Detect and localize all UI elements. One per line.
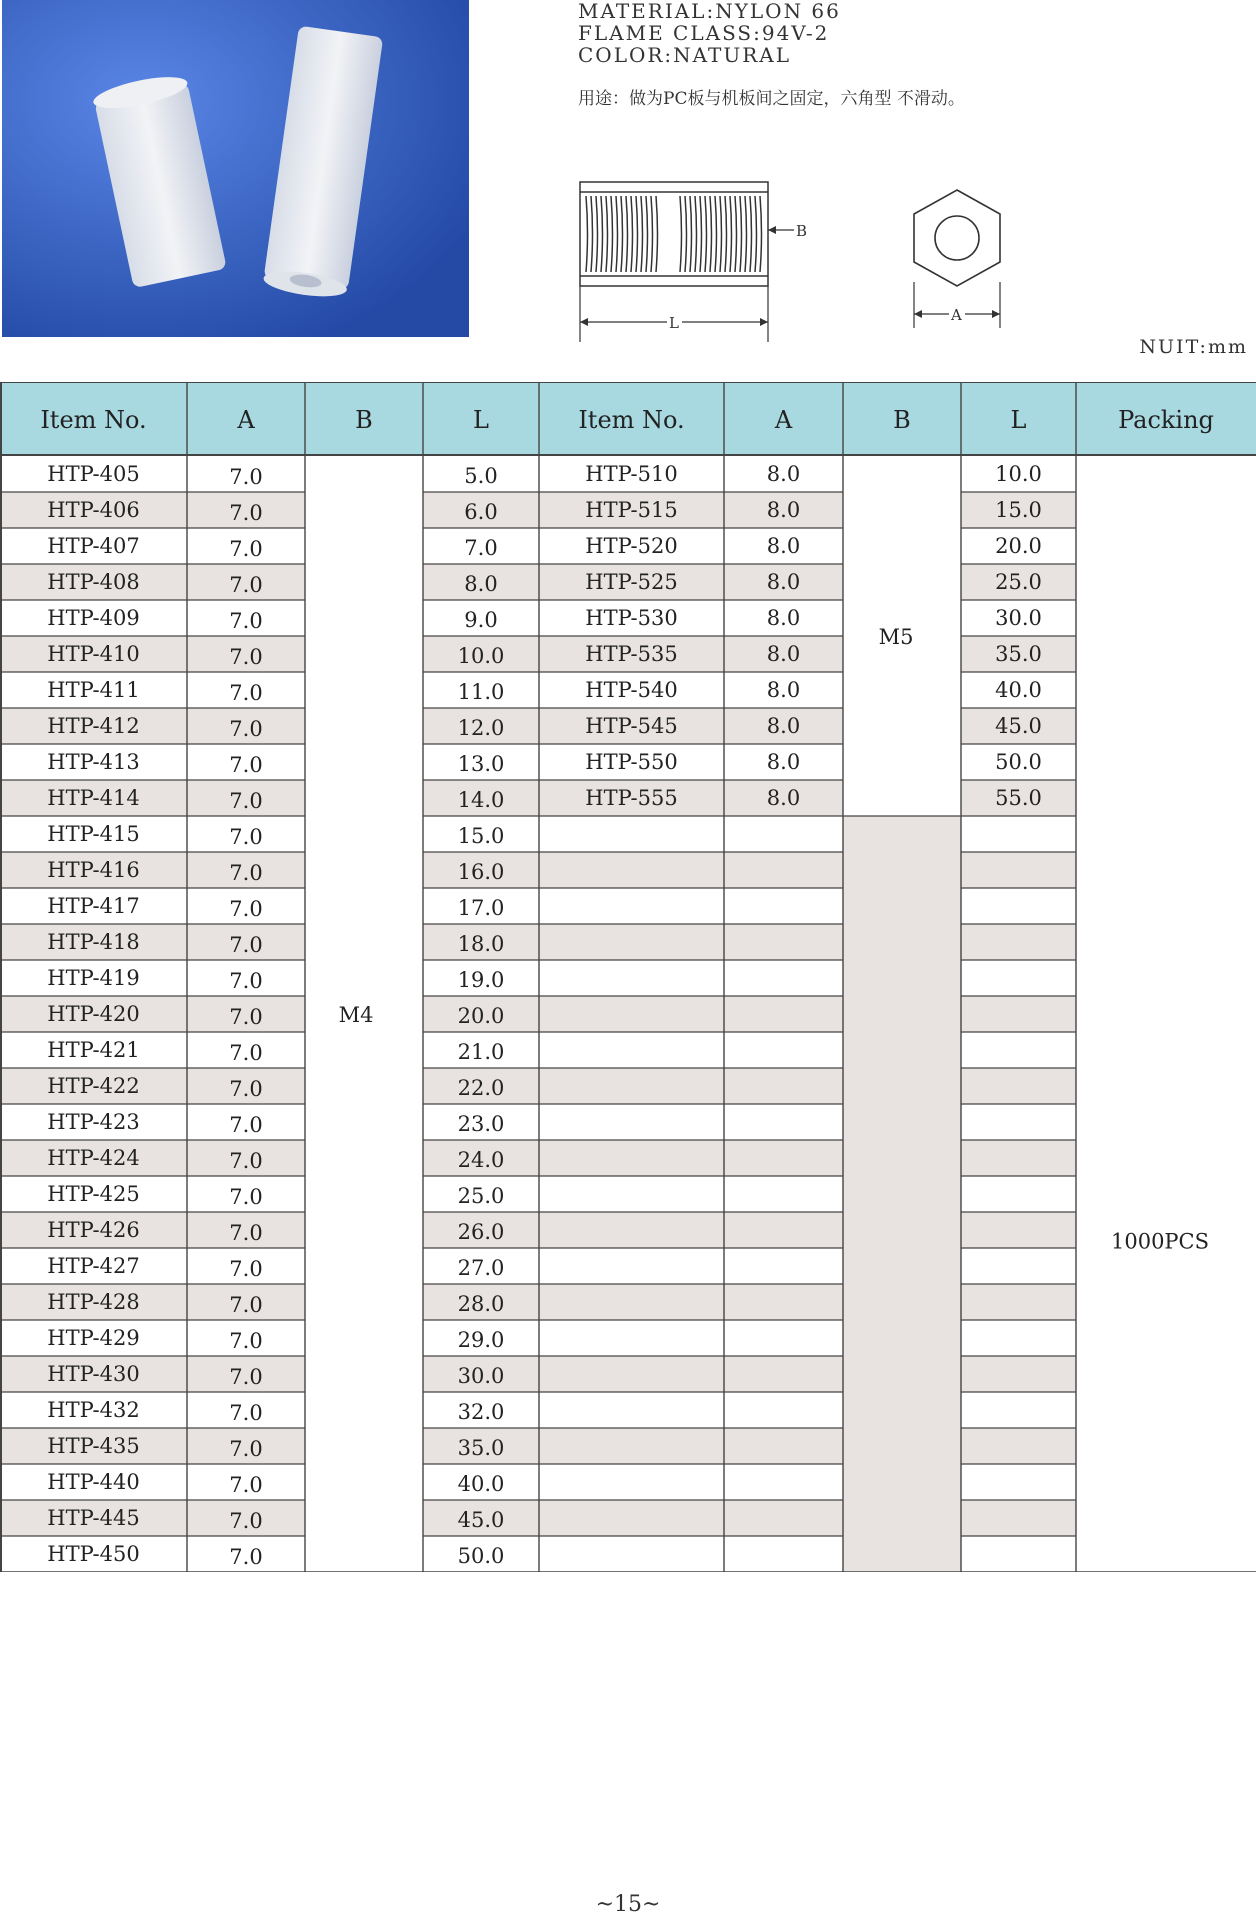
item-no-cell: HTP-545 (585, 714, 678, 738)
item-no-cell: HTP-427 (47, 1254, 140, 1278)
a-cell: 8.0 (766, 606, 801, 630)
row-stripe (961, 1140, 1076, 1176)
row-stripe (539, 1284, 724, 1320)
row-stripe (961, 1284, 1076, 1320)
a-cell: 7.0 (229, 861, 263, 885)
packing-cell: 1000PCS (1110, 1229, 1210, 1254)
l-cell: 35.0 (995, 642, 1042, 666)
l-cell: 32.0 (457, 1400, 505, 1424)
row-stripe (539, 1356, 724, 1392)
a-cell: 7.0 (229, 1041, 263, 1065)
a-cell: 7.0 (229, 753, 263, 777)
header-cell: A (774, 406, 793, 434)
l-cell: 10.0 (995, 462, 1042, 486)
row-stripe (961, 852, 1076, 888)
label-l: L (669, 314, 679, 332)
a-cell: 7.0 (229, 1185, 263, 1209)
l-cell: 16.0 (457, 860, 505, 884)
item-no-cell: HTP-429 (47, 1326, 140, 1350)
l-cell: 10.0 (457, 644, 505, 668)
specs-block (578, 0, 841, 66)
l-cell: 26.0 (457, 1220, 505, 1244)
item-no-cell: HTP-417 (47, 894, 140, 918)
header-cell: Item No. (578, 406, 685, 434)
technical-drawing (572, 172, 1012, 348)
item-no-cell: HTP-423 (47, 1110, 140, 1134)
l-cell: 25.0 (457, 1184, 505, 1208)
a-cell: 8.0 (766, 534, 801, 558)
a-cell: 7.0 (229, 573, 263, 597)
l-cell: 40.0 (457, 1472, 505, 1496)
spec-table (0, 382, 1256, 1576)
l-cell: 25.0 (995, 570, 1042, 594)
item-no-cell: HTP-555 (585, 786, 678, 810)
b-merged-cell: M5 (878, 625, 914, 649)
l-cell: 22.0 (457, 1076, 505, 1100)
flame-class-text: FLAME CLASS:94V-2 (578, 21, 830, 45)
page-number: ~15~ (595, 1892, 661, 1917)
a-cell: 7.0 (229, 1509, 263, 1533)
product-photo (2, 0, 469, 337)
a-cell: 7.0 (229, 537, 263, 561)
l-cell: 35.0 (457, 1436, 505, 1460)
item-no-cell: HTP-422 (47, 1074, 140, 1098)
item-no-cell: HTP-432 (47, 1398, 140, 1422)
row-stripe (724, 996, 843, 1032)
l-cell: 27.0 (457, 1256, 505, 1280)
a-cell: 8.0 (766, 714, 801, 738)
a-cell: 7.0 (229, 897, 263, 921)
row-stripe (724, 852, 843, 888)
item-no-cell: HTP-408 (47, 570, 140, 594)
a-cell: 8.0 (766, 498, 801, 522)
item-no-cell: HTP-445 (47, 1506, 140, 1530)
item-no-cell: HTP-426 (47, 1218, 140, 1242)
item-no-cell: HTP-412 (47, 714, 140, 738)
row-stripe (539, 1140, 724, 1176)
l-cell: 55.0 (995, 786, 1042, 810)
row-stripe (724, 1068, 843, 1104)
item-no-cell: HTP-510 (585, 462, 678, 486)
row-stripe (539, 1428, 724, 1464)
row-stripe (961, 1356, 1076, 1392)
l-cell: 23.0 (457, 1112, 505, 1136)
item-no-cell: HTP-407 (47, 534, 140, 558)
item-no-cell: HTP-416 (47, 858, 140, 882)
a-cell: 8.0 (766, 786, 801, 810)
a-cell: 8.0 (766, 642, 801, 666)
row-stripe (539, 1068, 724, 1104)
header-cell: L (1010, 406, 1027, 434)
unit-label: NUIT:mm (1139, 336, 1248, 358)
row-stripe (539, 924, 724, 960)
item-no-cell: HTP-415 (47, 822, 140, 846)
l-cell: 5.0 (464, 464, 498, 488)
l-cell: 21.0 (457, 1040, 505, 1064)
hex-profile-icon (914, 190, 1000, 286)
l-cell: 13.0 (457, 752, 505, 776)
row-stripe (961, 1068, 1076, 1104)
item-no-cell: HTP-419 (47, 966, 140, 990)
item-no-cell: HTP-414 (47, 786, 140, 810)
a-cell: 7.0 (229, 1293, 263, 1317)
row-stripe (961, 1428, 1076, 1464)
item-no-cell: HTP-421 (47, 1038, 140, 1062)
l-cell: 19.0 (457, 968, 505, 992)
item-no-cell: HTP-405 (47, 462, 140, 486)
row-stripe (539, 1500, 724, 1536)
item-no-cell: HTP-440 (47, 1470, 140, 1494)
material-text: MATERIAL:NYLON 66 (578, 0, 841, 23)
item-no-cell: HTP-406 (47, 498, 140, 522)
l-cell: 18.0 (457, 932, 505, 956)
item-no-cell: HTP-420 (47, 1002, 140, 1026)
header-cell: A (237, 406, 255, 434)
item-no-cell: HTP-520 (585, 534, 678, 558)
row-stripe (724, 1212, 843, 1248)
l-cell: 50.0 (995, 750, 1042, 774)
item-no-cell: HTP-535 (585, 642, 678, 666)
l-cell: 20.0 (995, 534, 1042, 558)
empty-b-block (843, 816, 961, 1572)
a-cell: 7.0 (229, 1545, 263, 1569)
label-b: B (796, 222, 808, 240)
a-cell: 8.0 (766, 570, 801, 594)
row-stripe (724, 1428, 843, 1464)
l-cell: 6.0 (464, 500, 498, 524)
item-no-cell: HTP-425 (47, 1182, 140, 1206)
label-a: A (951, 306, 962, 324)
a-cell: 7.0 (229, 1221, 263, 1245)
row-stripe (961, 1212, 1076, 1248)
l-cell: 29.0 (457, 1328, 505, 1352)
l-cell: 50.0 (457, 1544, 505, 1568)
header-cell: B (893, 406, 911, 434)
l-cell: 40.0 (995, 678, 1042, 702)
l-cell: 30.0 (457, 1364, 505, 1388)
l-cell: 15.0 (995, 498, 1042, 522)
a-cell: 7.0 (229, 1113, 263, 1137)
a-cell: 7.0 (229, 1329, 263, 1353)
item-no-cell: HTP-540 (585, 678, 678, 702)
item-no-cell: HTP-418 (47, 930, 140, 954)
item-no-cell: HTP-450 (47, 1542, 140, 1566)
a-cell: 7.0 (229, 501, 263, 525)
l-cell: 28.0 (457, 1292, 505, 1316)
a-cell: 7.0 (229, 717, 263, 741)
item-no-cell: HTP-530 (585, 606, 678, 630)
a-cell: 7.0 (229, 465, 263, 489)
l-cell: 11.0 (457, 680, 505, 704)
l-cell: 9.0 (464, 608, 498, 632)
l-cell: 14.0 (457, 788, 505, 812)
item-no-cell: HTP-430 (47, 1362, 140, 1386)
l-cell: 30.0 (995, 606, 1042, 630)
a-cell: 7.0 (229, 825, 263, 849)
a-cell: 7.0 (229, 1149, 263, 1173)
item-no-cell: HTP-515 (585, 498, 678, 522)
usage-text: 用途：做为PC板与机板间之固定，六角型 不滑动。 (578, 89, 965, 109)
l-cell: 24.0 (457, 1148, 505, 1172)
l-cell: 20.0 (457, 1004, 505, 1028)
item-no-cell: HTP-525 (585, 570, 678, 594)
l-cell: 12.0 (457, 716, 505, 740)
a-cell: 7.0 (229, 1473, 263, 1497)
a-cell: 7.0 (229, 1257, 263, 1281)
row-stripe (961, 1500, 1076, 1536)
row-stripe (539, 852, 724, 888)
color-text: COLOR:NATURAL (578, 43, 792, 67)
row-stripe (724, 1500, 843, 1536)
l-cell: 45.0 (995, 714, 1042, 738)
item-no-cell: HTP-410 (47, 642, 140, 666)
a-cell: 7.0 (229, 681, 263, 705)
l-cell: 7.0 (464, 536, 498, 560)
item-no-cell: HTP-409 (47, 606, 140, 630)
a-cell: 7.0 (229, 969, 263, 993)
a-cell: 7.0 (229, 1005, 263, 1029)
header-cell: L (473, 406, 489, 434)
item-no-cell: HTP-428 (47, 1290, 140, 1314)
header-cell: Packing (1118, 406, 1214, 434)
a-cell: 7.0 (229, 1401, 263, 1425)
item-no-cell: HTP-411 (47, 678, 140, 702)
row-stripe (961, 924, 1076, 960)
a-cell: 8.0 (766, 462, 801, 486)
a-cell: 7.0 (229, 789, 263, 813)
row-stripe (724, 1284, 843, 1320)
item-no-cell: HTP-435 (47, 1434, 140, 1458)
row-stripe (724, 924, 843, 960)
item-no-cell: HTP-550 (585, 750, 678, 774)
a-cell: 8.0 (766, 750, 801, 774)
row-stripe (539, 1212, 724, 1248)
nylon-spacer-photo (2, 0, 469, 337)
a-cell: 7.0 (229, 609, 263, 633)
row-stripe (724, 1356, 843, 1392)
l-cell: 45.0 (457, 1508, 505, 1532)
l-cell: 17.0 (457, 896, 505, 920)
a-cell: 8.0 (766, 678, 801, 702)
a-cell: 7.0 (229, 1437, 263, 1461)
a-cell: 7.0 (229, 645, 263, 669)
a-cell: 7.0 (229, 933, 263, 957)
row-stripe (539, 996, 724, 1032)
row-stripe (724, 1140, 843, 1176)
item-no-cell: HTP-424 (47, 1146, 140, 1170)
a-cell: 7.0 (229, 1077, 263, 1101)
a-cell: 7.0 (229, 1365, 263, 1389)
header-cell: B (355, 406, 373, 434)
l-cell: 15.0 (457, 824, 505, 848)
b-merged-cell: M4 (338, 1003, 374, 1027)
row-stripe (961, 996, 1076, 1032)
header-cell: Item No. (40, 406, 147, 434)
item-no-cell: HTP-413 (47, 750, 140, 774)
l-cell: 8.0 (464, 572, 498, 596)
